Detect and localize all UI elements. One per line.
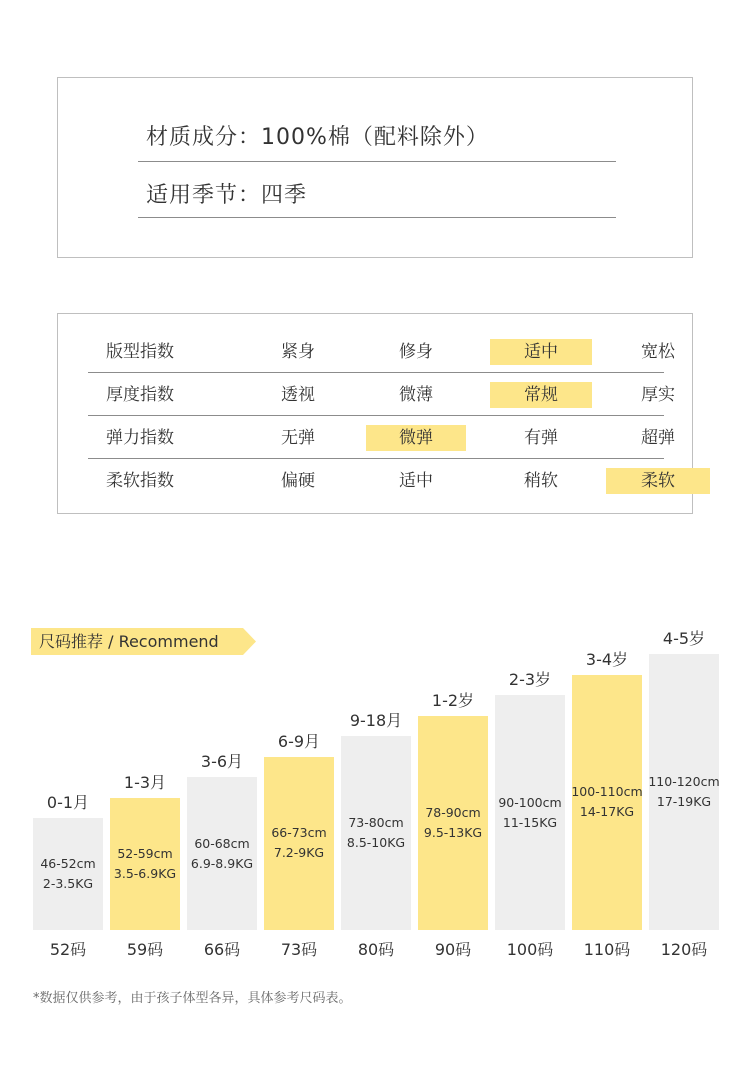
size-bar-size-label: 59码 [126,940,164,959]
size-bar-weight-range: 9.5-13KG [423,824,483,840]
banner-title: 尺码推荐 / Recommend [39,632,219,651]
size-bar-size-label: 100码 [506,940,554,959]
size-bar-weight-range: 2-3.5KG [42,876,94,891]
index-label: 弹力指数 [106,428,174,448]
size-bar-height-range: 100-110cm [571,784,643,800]
index-option: 宽松 [641,342,675,362]
disclaimer-footnote: *数据仅供参考，由于孩子体型各异，具体参考尺码表。 [33,991,352,1006]
index-option: 微薄 [399,385,433,405]
size-bar-size-label: 90码 [434,940,472,959]
size-bar-weight-range: 6.9-8.9KG [190,855,254,871]
index-label: 厚度指数 [106,385,174,405]
size-bar-spec-label [639,772,729,812]
size-bar-size-label: 52码 [49,940,87,959]
index-option: 修身 [399,342,433,362]
material-composition: 材质成分：100%棉（配料除外） [138,120,616,162]
size-bar-height-range: 73-80cm [348,815,404,830]
size-bar-age-label: 1-2岁 [431,690,475,710]
index-option: 紧身 [281,342,315,362]
index-option: 有弹 [524,428,558,448]
size-bar-age-label: 3-6月 [200,752,244,771]
size-bar-weight-range: 11-15KG [502,814,558,830]
size-bar-age-label: 4-5岁 [662,629,706,648]
size-bar-height-range: 60-68cm [194,835,250,851]
size-bar-height-range: 90-100cm [498,794,562,810]
size-bar-weight-range: 17-19KG [656,794,712,809]
size-bar-size-label: 80码 [357,940,395,959]
size-bar-size-label: 66码 [203,940,241,959]
index-option: 偏硬 [281,471,315,491]
index-option: 厚实 [641,385,675,405]
size-bar-height-range: 46-52cm [40,856,96,871]
size-bar-weight-range: 14-17KG [579,804,635,820]
size-bar-size-label: 73码 [280,940,318,959]
index-option-selected: 适中 [490,339,592,365]
size-bar-size-label: 110码 [583,940,631,959]
size-bar-height-range: 52-59cm [117,845,173,861]
index-option: 超弹 [641,428,675,448]
index-option: 适中 [399,471,433,491]
index-option-selected: 常规 [490,382,592,408]
size-bar-age-label: 3-4岁 [585,649,629,669]
size-bar-size-label: 120码 [660,940,708,959]
index-option: 透视 [281,385,315,405]
size-bar-age-label: 0-1月 [46,793,90,812]
size-bar-weight-range: 3.5-6.9KG [113,865,177,881]
index-option: 稍软 [524,471,558,491]
size-bar-weight-range: 8.5-10KG [346,835,406,850]
size-bar-age-label: 9-18月 [349,711,403,730]
index-option-selected: 微弹 [366,425,466,451]
size-bar-age-label: 2-3岁 [508,670,552,689]
size-bar-age-label: 1-3月 [123,772,167,792]
index-option: 无弹 [281,428,315,448]
index-label: 柔软指数 [106,471,174,491]
size-bar-height-range: 110-120cm [648,774,720,789]
index-option-selected: 柔软 [606,468,710,494]
size-bar-age-label: 6-9月 [277,731,321,751]
index-label: 版型指数 [106,342,174,362]
size-bar-height-range: 66-73cm [271,825,327,841]
size-bar-weight-range: 7.2-9KG [273,845,325,861]
applicable-season: 适用季节：四季 [138,178,616,218]
size-bar-height-range: 78-90cm [425,804,481,820]
